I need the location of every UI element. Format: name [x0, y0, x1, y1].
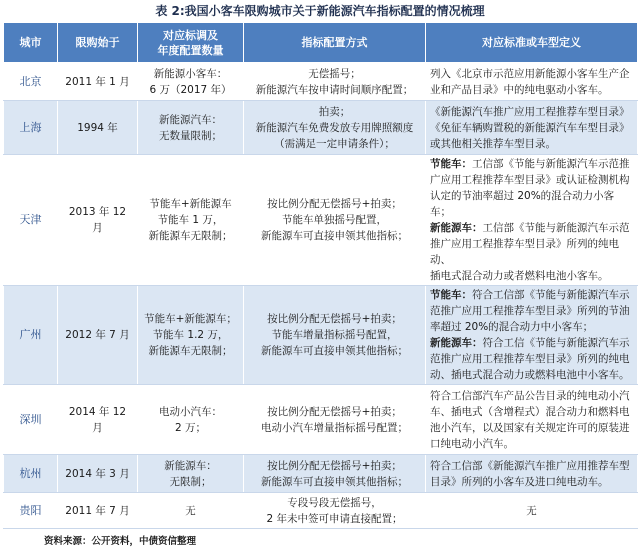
method-line: 电动小汽车增量指标摇号配置； [261, 421, 408, 434]
standard-label: 新能源车： [430, 222, 483, 234]
standard-text: 符合工信《节能与新能源汽车示 [482, 337, 630, 349]
standard-text: 范推广应用工程推荐车型目录》所列的节油 [430, 305, 630, 317]
standard-cell [426, 155, 638, 286]
quota-line: 新能源汽车： [159, 113, 222, 126]
city-cell: 北京 [4, 63, 58, 101]
quota-line: 节能车 1.2 万， [152, 329, 229, 341]
table-row [4, 455, 638, 493]
table-row [4, 286, 638, 385]
table-row [4, 155, 638, 286]
quota-line: 新能源车无限制； [148, 345, 233, 357]
standard-line: 列入《北京市示范应用新能源小客车生产企 [430, 67, 630, 80]
header-method: 指标配置方式 [244, 23, 426, 63]
table-row [4, 63, 638, 101]
quota-line: 无数量限制； [159, 129, 222, 142]
header-standard: 对应标准或车型定义 [426, 23, 638, 63]
method-cell [244, 385, 426, 455]
quota-cell [138, 286, 244, 385]
start-date-cell: 2011 年 1 月 [58, 63, 138, 101]
standard-line [430, 335, 633, 351]
standard-line: 符合工信部汽车产品公告目录的纯电动小汽 [430, 389, 630, 402]
city-cell: 上海 [4, 101, 58, 155]
standard-text: 动、插电式混合动力或燃料电池中小客车。 [430, 369, 630, 381]
standard-line [430, 367, 633, 383]
standard-line [430, 319, 633, 335]
standard-line [430, 220, 633, 236]
quota-cell [138, 385, 244, 455]
start-date-cell: 2012 年 7 月 [58, 286, 138, 385]
quota-line: 2 万； [174, 421, 207, 434]
quota-cell [138, 493, 244, 529]
quota-cell [138, 63, 244, 101]
standard-line [430, 172, 633, 188]
quota-line: 电动小汽车： [159, 405, 222, 418]
city-cell: 深圳 [4, 385, 58, 455]
quota-cell [138, 455, 244, 493]
standard-text: 符合工信部《节能与新能源汽车示 [472, 289, 630, 301]
header-quota [138, 23, 244, 63]
standard-text: 插电式混合动力或者燃料电池小客车。 [430, 270, 609, 282]
quota-line: 节能车+新能源车； [144, 313, 237, 325]
city-cell: 广州 [4, 286, 58, 385]
method-line: 专段号段无偿摇号， [287, 496, 382, 509]
start-date-cell: 1994 年 [58, 101, 138, 155]
header-quota-line1: 对应标调及 [163, 28, 218, 42]
method-cell [244, 286, 426, 385]
policy-table [3, 22, 638, 529]
start-date-cell: 2013 年 12 月 [58, 155, 138, 286]
standard-line [430, 303, 633, 319]
quota-line: 新能源小客车： [153, 67, 228, 80]
quota-line: 节能车+新能源车 [149, 198, 232, 210]
start-date-cell: 2014 年 3 月 [58, 455, 138, 493]
start-date-cell: 2014 年 12 月 [58, 385, 138, 455]
quota-line: 无限制； [169, 475, 212, 488]
table-row [4, 493, 638, 529]
standard-cell [426, 63, 638, 101]
method-line: 2 年未中签可申请直接配置； [266, 512, 403, 525]
standard-line [430, 287, 633, 303]
standard-line: 车、插电式（含增程式）混合动力和燃料电 [430, 405, 630, 418]
method-line: 新能源车可直接申领其他指标； [261, 475, 408, 488]
standard-line [430, 156, 633, 172]
standard-cell [426, 286, 638, 385]
method-line: 按比例分配无偿摇号+拍卖； [267, 313, 402, 325]
table-title: 表 2:我国小客车限购城市关于新能源汽车指标配置的情况梳理 [155, 4, 485, 18]
city-cell: 贵阳 [4, 493, 58, 529]
quota-line: 节能车 1 万， [157, 214, 224, 226]
standard-text: 工信部《节能与新能源汽车示范 [482, 222, 630, 234]
standard-text: 范推广应用工程推荐车型目录》所列的纯电 [430, 353, 630, 365]
standard-text: 推广应用工程推荐车型目录》所列的纯电动、 [430, 238, 619, 266]
table-body [4, 63, 638, 529]
header-row [4, 23, 638, 63]
standard-cell [426, 385, 638, 455]
header-city: 城市 [4, 23, 58, 63]
standard-line: 《免征车辆购置税的新能源汽车车型目录》 [430, 121, 630, 134]
standard-line: 口纯电动小汽车。 [430, 437, 514, 450]
quota-line: 新能源车： [164, 459, 217, 472]
method-line: 节能车单独摇号配置， [282, 214, 387, 226]
method-cell [244, 155, 426, 286]
method-line: 节能车增量指标摇号配置， [271, 329, 398, 341]
standard-text: 率超过 20%的混合动力中小客车； [430, 321, 594, 333]
standard-line: 无 [526, 504, 537, 517]
standard-text: 工信部《节能与新能源汽车示范推 [472, 158, 630, 170]
standard-label: 节能车： [430, 158, 472, 170]
city-cell: 天津 [4, 155, 58, 286]
method-line: 无偿摇号； [308, 67, 361, 80]
standard-line [430, 268, 633, 284]
standard-line: 业和产品目录》中的纯电驱动小客车。 [430, 83, 609, 96]
quota-cell [138, 101, 244, 155]
method-cell [244, 63, 426, 101]
header-quota-line2: 年度配置数量 [157, 43, 224, 57]
quota-cell [138, 155, 244, 286]
standard-line: 或其他相关推荐车型目录。 [430, 137, 556, 150]
standard-cell [426, 455, 638, 493]
method-line: （需满足一定申请条件）； [274, 137, 395, 150]
standard-text: 认定的节油率超过 20%的混合动力小客车； [430, 190, 615, 218]
quota-line: 6 万（2017 年） [149, 83, 232, 96]
method-cell [244, 493, 426, 529]
header-start: 限购始于 [58, 23, 138, 63]
method-line: 按比例分配无偿摇号+拍卖； [267, 405, 402, 418]
method-line: 按比例分配无偿摇号+拍卖； [267, 198, 402, 210]
table-row [4, 385, 638, 455]
standard-line: 目录》所列的小客车及进口纯电动车。 [430, 475, 609, 488]
standard-line: 符合工信部《新能源汽车推广应用推荐车型 [430, 459, 630, 472]
city-cell: 杭州 [4, 455, 58, 493]
method-line: 新能源汽车免费发放专用牌照额度 [255, 121, 414, 134]
method-line: 新能源汽车按申请时间顺序配置； [255, 83, 414, 96]
method-line: 拍卖； [318, 105, 351, 118]
standard-line: 《新能源汽车推广应用工程推荐车型目录》 [430, 105, 630, 118]
method-cell [244, 101, 426, 155]
method-line: 按比例分配无偿摇号+拍卖； [267, 459, 402, 472]
standard-text: 广应用工程推荐车型目录》或认证检测机构 [430, 174, 630, 186]
quota-line: 无 [185, 504, 196, 517]
method-line: 新能源车可直接申领其他指标； [261, 230, 408, 242]
start-date-cell: 2011 年 7 月 [58, 493, 138, 529]
standard-cell [426, 493, 638, 529]
standard-line: 池小汽车，以及国家有关规定许可的原装进 [430, 421, 630, 434]
method-cell [244, 455, 426, 493]
source-note: 资料来源：公开资料，中债资信整理 [44, 536, 197, 547]
method-line: 新能源车可直接申领其他指标； [261, 345, 408, 357]
quota-line: 新能源车无限制； [148, 230, 233, 242]
standard-line [430, 351, 633, 367]
standard-line [430, 236, 633, 268]
standard-label: 节能车： [430, 289, 472, 301]
standard-line [430, 188, 633, 220]
table-row [4, 101, 638, 155]
standard-label: 新能源车： [430, 337, 483, 349]
standard-cell [426, 101, 638, 155]
